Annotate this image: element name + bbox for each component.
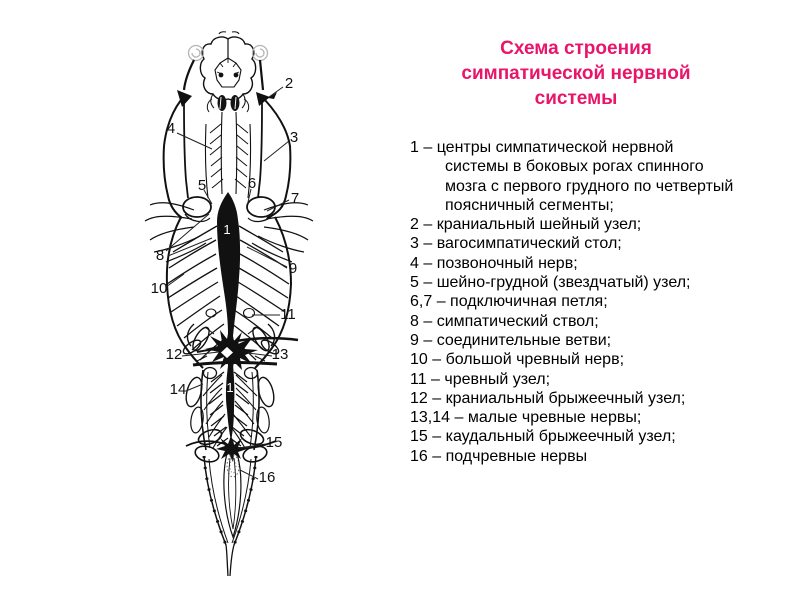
figure-label-1: 1 — [223, 222, 231, 237]
figure-label-3: 3 — [289, 129, 299, 146]
legend-item-12: 12 – краниальный брыжеечный узел; — [410, 389, 686, 407]
figure-label-16: 16 — [258, 469, 276, 486]
title-line-3: системы — [534, 88, 618, 109]
legend-item-5: 5 – шейно-грудной (звездчатый) узел; — [410, 274, 691, 292]
figure-label-13: 13 — [271, 346, 289, 363]
figure-label-9: 9 — [288, 260, 298, 277]
figure-label-10: 10 — [150, 280, 168, 297]
tail-region — [204, 453, 256, 576]
brain-figure — [200, 32, 255, 112]
legend-item-1: 1 – центры симпатической нервной системы в боковых рогах спинного мозга с первого грудного по четвертый поясничный сегменты; — [410, 139, 734, 214]
title-line-1: Схема строения — [500, 38, 652, 59]
legend-item-2: 2 – краниальный шейный узел; — [410, 216, 642, 234]
figure-label-11: 11 — [280, 306, 296, 323]
figure-label-2: 2 — [284, 75, 294, 92]
figure-label-5: 5 — [197, 177, 207, 194]
title-line-2: симпатической нервной — [461, 63, 691, 84]
legend-item-16: 16 – подчревные нервы — [410, 447, 588, 465]
figure-label-6: 6 — [247, 175, 257, 192]
figure-label-1: 1 — [226, 380, 234, 395]
figure-label-12: 12 — [165, 346, 183, 363]
legend-item-11: 11 – чревный узел; — [410, 370, 551, 388]
legend-item-8: 8 – симпатический ствол; — [410, 312, 599, 330]
figure-label-8: 8 — [155, 247, 165, 264]
legend-item-9: 9 – соединительные ветви; — [410, 331, 612, 349]
legend-item-6-7: 6,7 – подключичная петля; — [410, 293, 608, 311]
legend-item-3: 3 – вагосимпатический стол; — [410, 235, 622, 253]
legend-item-15: 15 – каудальный брыжеечный узел; — [410, 428, 676, 446]
figure-label-4: 4 — [166, 120, 176, 137]
legend-item-13-14: 13,14 – малые чревные нервы; — [410, 409, 642, 427]
figure-label-15: 15 — [265, 434, 283, 451]
legend-item-10: 10 – большой чревный нерв; — [410, 351, 625, 369]
figure-label-14: 14 — [169, 381, 187, 398]
figure-label-7: 7 — [290, 190, 300, 207]
legend-item-4: 4 – позвоночный нерв; — [410, 254, 578, 272]
